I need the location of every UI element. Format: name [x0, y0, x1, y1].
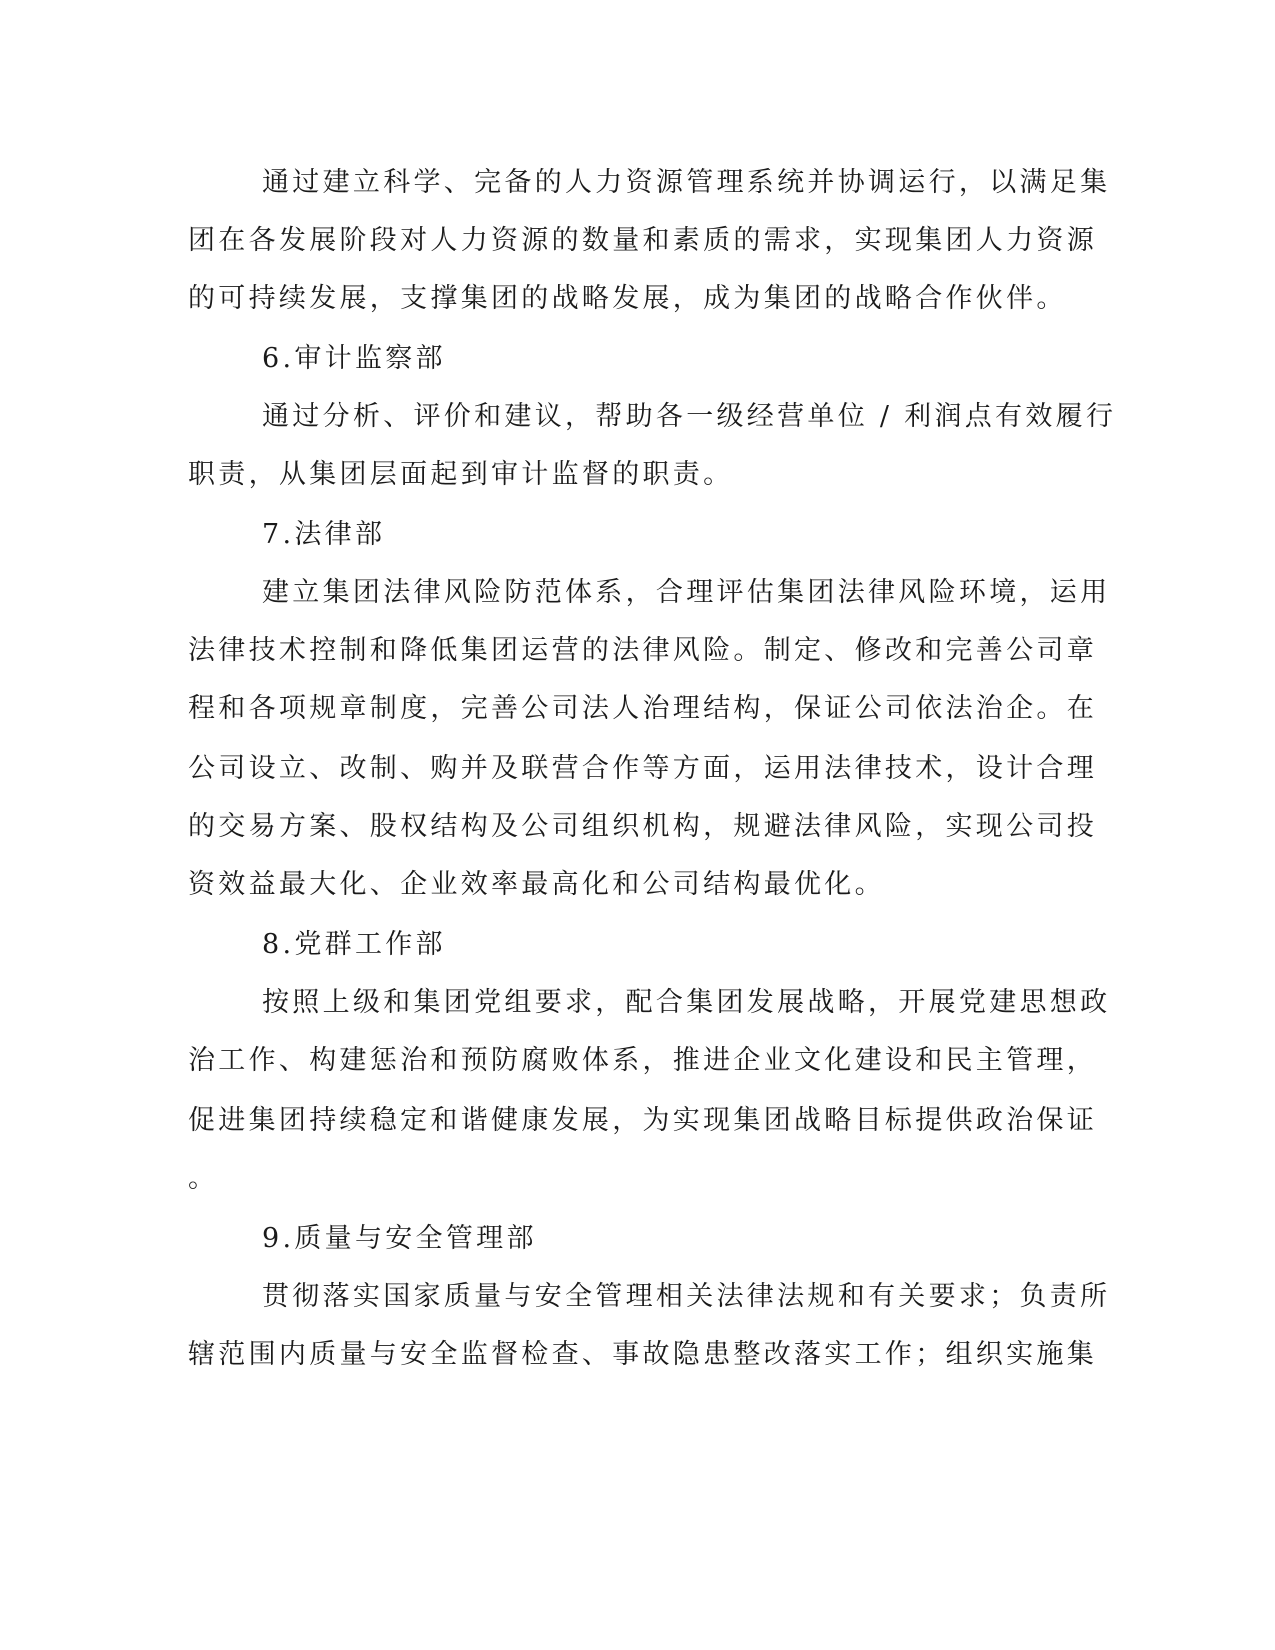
paragraph-line: 通过分析、评价和建议，帮助各一级经营单位 / 利润点有效履行 — [262, 401, 1117, 432]
paragraph-line: 法律技术控制和降低集团运营的法律风险。制定、修改和完善公司章 — [188, 635, 1097, 666]
section-heading: 7.法律部 — [262, 519, 386, 550]
paragraph-line: 的可持续发展，支撑集团的战略发展，成为集团的战略合作伙伴。 — [188, 283, 1067, 314]
paragraph-line: 治工作、构建惩治和预防腐败体系，推进企业文化建设和民主管理， — [188, 1045, 1097, 1076]
paragraph-line: 的交易方案、股权结构及公司组织机构，规避法律风险，实现公司投 — [188, 811, 1097, 842]
paragraph-line: 贯彻落实国家质量与安全管理相关法律法规和有关要求；负责所 — [262, 1281, 1111, 1312]
paragraph-line: 程和各项规章制度，完善公司法人治理结构，保证公司依法治企。在 — [188, 693, 1097, 724]
section-heading: 8.党群工作部 — [262, 929, 446, 960]
paragraph-line: 公司设立、改制、购并及联营合作等方面，运用法律技术，设计合理 — [188, 753, 1097, 784]
paragraph-line: 按照上级和集团党组要求，配合集团发展战略，开展党建思想政 — [262, 987, 1111, 1018]
section-heading: 9.质量与安全管理部 — [262, 1223, 537, 1254]
paragraph-line: 资效益最大化、企业效率最高化和公司结构最优化。 — [188, 869, 885, 900]
paragraph-line: 辖范围内质量与安全监督检查、事故隐患整改落实工作；组织实施集 — [188, 1339, 1097, 1370]
paragraph-line: 。 — [188, 1163, 219, 1194]
paragraph-line: 职责，从集团层面起到审计监督的职责。 — [188, 459, 734, 490]
section-heading: 6.审计监察部 — [262, 343, 446, 374]
paragraph-line: 通过建立科学、完备的人力资源管理系统并协调运行，以满足集 — [262, 167, 1111, 198]
paragraph-line: 建立集团法律风险防范体系，合理评估集团法律风险环境，运用 — [262, 577, 1111, 608]
paragraph-line: 促进集团持续稳定和谐健康发展，为实现集团战略目标提供政治保证 — [188, 1105, 1097, 1136]
paragraph-line: 团在各发展阶段对人力资源的数量和素质的需求，实现集团人力资源 — [188, 225, 1097, 256]
